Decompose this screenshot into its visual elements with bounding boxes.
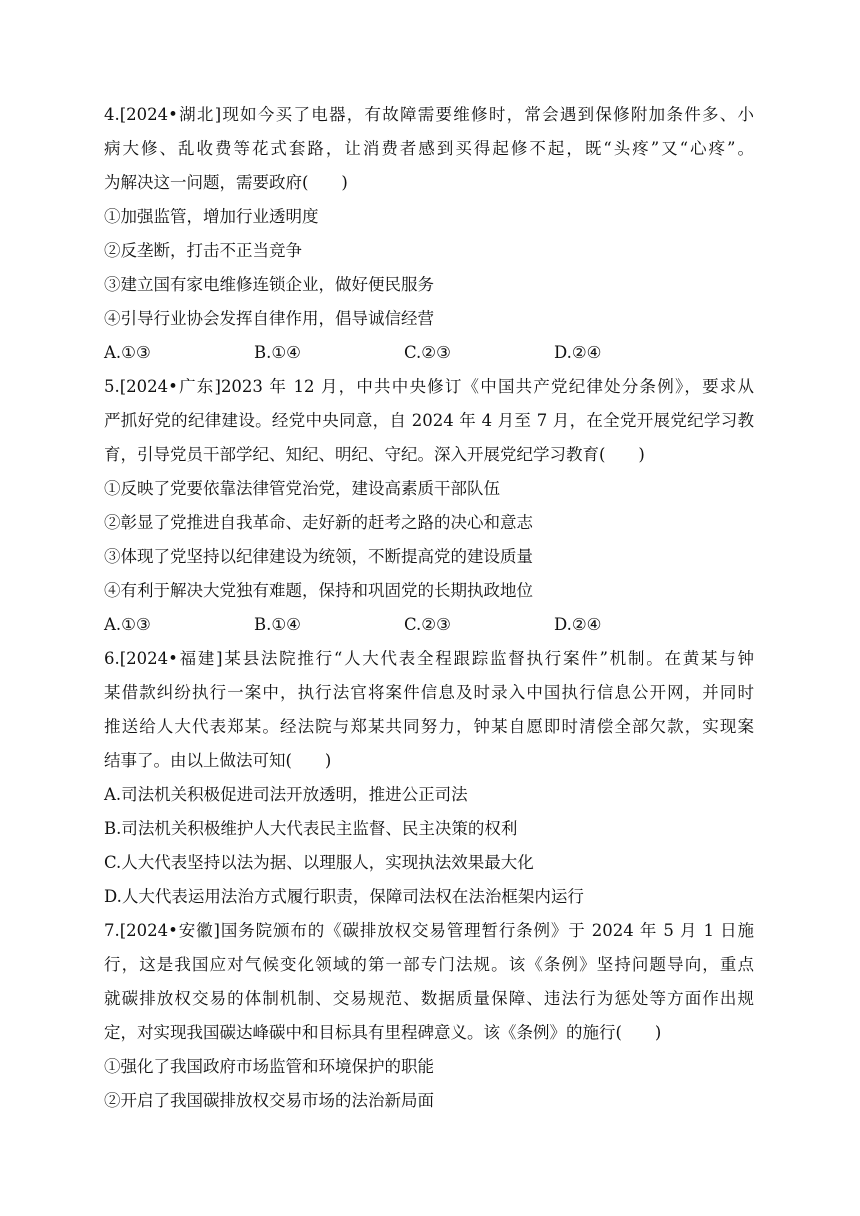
question-stem-line: 病大修、乱收费等花式套路，让消费者感到买得起修不起，既“头疼”又“心疼”。	[104, 139, 754, 158]
question-stem-line: 某借款纠纷执行一案中，执行法官将案件信息及时录入中国执行信息公开网，并同时	[104, 683, 754, 702]
option-d: D.人大代表运用法治方式履行职责，保障司法权在法治框架内运行	[104, 887, 584, 906]
answer-options	[104, 336, 754, 370]
statement-item: ④引导行业协会发挥自律作用，倡导诚信经营	[104, 309, 434, 328]
question-stem-line: 严抓好党的纪律建设。经党中央同意，自 2024 年 4 月至 7 月，在全党开展党纪学习教	[104, 411, 754, 430]
option-b: B.①④	[254, 343, 301, 362]
option-d: D.②④	[554, 343, 602, 362]
question-5	[104, 370, 754, 642]
option-c: C.人大代表坚持以法为据、以理服人，实现执法效果最大化	[104, 853, 534, 872]
question-stem-line: 7.[2024•安徽]国务院颁布的《碳排放权交易管理暂行条例》于 2024 年 5 月 1 日施	[104, 921, 755, 940]
option-d: D.②④	[554, 615, 602, 634]
question-7	[104, 914, 754, 1118]
option-b: B.①④	[254, 615, 301, 634]
question-stem-line: 6.[2024•福建]某县法院推行“人大代表全程跟踪监督执行案件”机制。在黄某与钟	[104, 649, 754, 668]
statement-item: ④有利于解决大党独有难题，保持和巩固党的长期执政地位	[104, 581, 533, 600]
answer-options	[104, 608, 754, 642]
statement-item: ③建立国有家电维修连锁企业，做好便民服务	[104, 275, 434, 294]
statement-item: ①反映了党要依靠法律管党治党，建设高素质干部队伍	[104, 479, 500, 498]
question-stem-line: 育，引导党员干部学纪、知纪、明纪、守纪。深入开展党纪学习教育( )	[104, 445, 645, 464]
question-stem-line: 行，这是我国应对气候变化领域的第一部专门法规。该《条例》坚持问题导向，重点	[104, 955, 754, 974]
question-stem-line: 为解决这一问题，需要政府( )	[104, 173, 348, 192]
statement-item: ②开启了我国碳排放权交易市场的法治新局面	[104, 1091, 434, 1110]
document-page	[104, 98, 754, 1118]
statement-item: ③体现了党坚持以纪律建设为统领，不断提高党的建设质量	[104, 547, 533, 566]
question-stem-line: 4.[2024•湖北]现如今买了电器，有故障需要维修时，常会遇到保修附加条件多、小	[104, 105, 754, 124]
statement-item: ①强化了我国政府市场监管和环境保护的职能	[104, 1057, 434, 1076]
option-a: A.①③	[104, 615, 151, 634]
question-stem-line: 推送给人大代表郑某。经法院与郑某共同努力，钟某自愿即时清偿全部欠款，实现案	[104, 717, 754, 736]
option-a: A.①③	[104, 343, 151, 362]
statement-item: ②彰显了党推进自我革命、走好新的赶考之路的决心和意志	[104, 513, 533, 532]
option-c: C.②③	[404, 343, 451, 362]
question-6	[104, 642, 754, 914]
question-stem-line: 定，对实现我国碳达峰碳中和目标具有里程碑意义。该《条例》的施行( )	[104, 1023, 662, 1042]
option-c: C.②③	[404, 615, 451, 634]
statement-item: ①加强监管，增加行业透明度	[104, 207, 319, 226]
question-4	[104, 98, 754, 370]
question-stem-line: 5.[2024•广东]2023 年 12 月，中共中央修订《中国共产党纪律处分条例》，要求从	[104, 377, 754, 396]
question-stem-line: 就碳排放权交易的体制机制、交易规范、数据质量保障、违法行为惩处等方面作出规	[104, 989, 754, 1008]
option-a: A.司法机关积极促进司法开放透明，推进公正司法	[104, 785, 468, 804]
statement-item: ②反垄断，打击不正当竞争	[104, 241, 302, 260]
question-stem-line: 结事了。由以上做法可知( )	[104, 751, 332, 770]
option-b: B.司法机关积极维护人大代表民主监督、民主决策的权利	[104, 819, 518, 838]
